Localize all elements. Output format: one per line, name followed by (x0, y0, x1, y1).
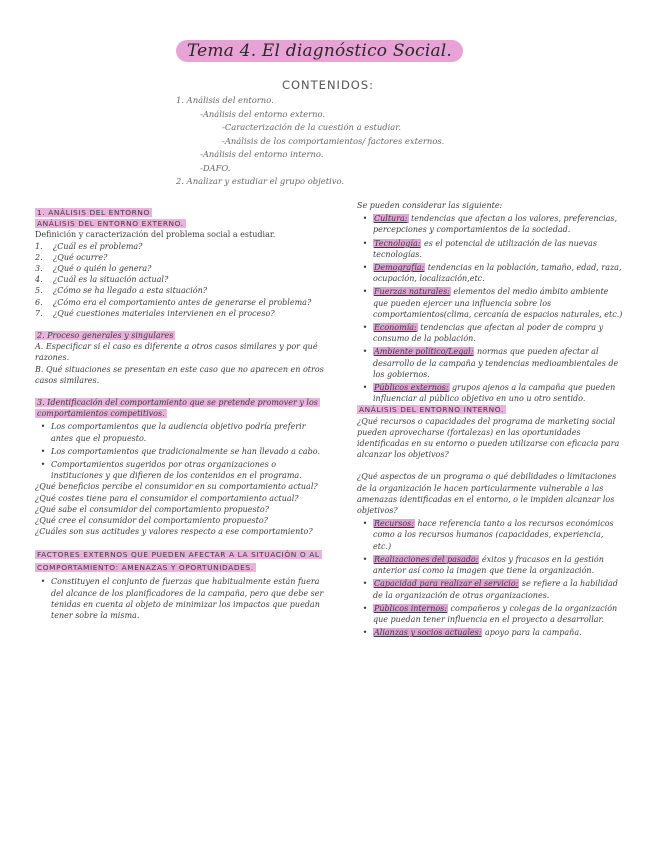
list-item: • Constituyen el conjunto de fuerzas que habitualmente están fuera del alcance de los planificadores de la campaña, pero que debe ser tenidas en cuenta al objeto de minimizar los impactos que puedan tener sobre la misma. (35, 576, 330, 621)
list-item: • Economía: tendencias que afectan al poder de compra y consumo de la población. (357, 322, 623, 344)
toc-item: -Análisis de los comportamientos/ factores externos. (222, 135, 445, 146)
list-item: • Demografía: tendencias en la población, tamaño, edad, raza, ocupación, localización,etc. (357, 262, 623, 284)
bullet-icon: • (40, 422, 46, 432)
bullet-icon: • (362, 323, 368, 333)
list-item: • Comportamientos sugeridos por otras organizaciones o instituciones y que difieren de los contenidos en el programa. (35, 459, 330, 481)
bullet-icon: • (362, 263, 368, 273)
bullet-icon: • (40, 446, 46, 456)
section-heading-comportamiento: 3. Identificación del comportamiento que se pretende promover y los comportamientos competitivos. (37, 398, 318, 419)
right-column (357, 200, 623, 638)
intro-text: Definición y caracterización del problema social a estudiar. (35, 230, 276, 240)
bullet-icon: • (362, 628, 368, 638)
list-item: • Tecnología: es el potencial de utilización de las nuevas tecnologías. (357, 238, 623, 260)
table-of-contents (176, 94, 444, 189)
bullet-icon: • (362, 238, 368, 248)
toc-item: -Análisis del entorno interno. (200, 149, 324, 159)
toc-item: -DAFO. (200, 162, 231, 173)
list-item: • Capacidad para realizar el servicio: se refiere a la habilidad de la organización de otras organizaciones. (357, 578, 623, 600)
list-item: • Realizaciones del pasado: éxitos y fracasos en la gestión anterior así como la imagen que tiene la organización. (357, 554, 623, 576)
list-item: • Fuerzas naturales: elementos del medio ámbito ambiente que pueden ejercer una influencia sobre los comportamientos(clima, cercanía de espacios naturales, etc.) (357, 286, 623, 320)
bullet-icon: • (362, 603, 368, 613)
list-item: B. Qué situaciones se presentan en este caso que no aparecen en otros casos similares. (35, 364, 324, 385)
list-item: • Cultura: tendencias que afectan a los valores, preferencias, percepciones y comportamientos de la sociedad. (357, 213, 623, 235)
intro-text: Se pueden considerar las siguiente: (357, 201, 503, 210)
section-heading-procesos: 2. Proceso generales y singulares (37, 331, 174, 341)
bullet-icon: • (362, 519, 368, 529)
paragraph: ¿Qué aspectos de un programa o qué debilidades o limitaciones de la organización le hacen particularmente vulnerable a las amenazas identificadas en el entorno, o le impiden alcanzar los objetivos? (357, 472, 617, 516)
questions-list (35, 241, 330, 319)
list-item: 6. ¿Cómo era el comportamiento antes de generarse el problema? (35, 297, 312, 307)
toc-item: -Análisis del entorno externo. (200, 108, 326, 119)
contents-heading: CONTENIDOS: (281, 78, 375, 92)
section-heading-factores: FACTORES EXTERNOS QUE PUEDEN AFECTAR A LA SITUACIÓN O AL COMPORTAMIENTO: AMENAZAS Y OPORTUNIDADES. (37, 550, 320, 573)
left-column (35, 207, 330, 621)
list-item: • Recursos: hace referencia tanto a los recursos económicos como a los recursos humanos (capacidades, experiencia, etc.) (357, 518, 623, 552)
list-item: 1. ¿Cuál es el problema? (35, 241, 143, 251)
toc-item: 1. Análisis del entorno. (176, 95, 274, 105)
bullet-icon: • (362, 214, 368, 224)
page-title: Tema 4. El diagnóstico Social. (176, 40, 463, 62)
list-item: • Los comportamientos que tradicionalmente se han llevado a cabo. (35, 446, 330, 457)
list-item: 4. ¿Cuál es la situación actual? (35, 275, 169, 285)
bullet-icon: • (362, 383, 368, 393)
list-item: A. Especificar si el caso es diferente a otros casos similares y por qué razones. (35, 342, 318, 363)
list-item: 3. ¿Qué o quién lo genera? (35, 264, 152, 274)
bullet-icon: • (362, 287, 368, 297)
toc-item: -Caracterización de la cuestión a estudiar. (222, 122, 402, 132)
list-item: 5. ¿Cómo se ha llegado a esta situación? (35, 286, 208, 296)
list-item: ¿Qué cree el consumidor del comportamiento propuesto? (35, 516, 268, 526)
list-item: 7. ¿Qué cuestiones materiales intervienen en el proceso? (35, 308, 275, 318)
list-item: • Públicos externos: grupos ajenos a la campaña que pueden influenciar al público objetivo en uno u otro sentido. (357, 382, 623, 404)
list-item: • Públicos internos: compañeros y colegas de la organización que puedan tener influencia en el proyecto a desarrollar. (357, 603, 623, 625)
bullet-icon: • (362, 347, 368, 357)
bullet-icon: • (40, 577, 46, 587)
list-item: 2. ¿Qué ocurre? (35, 252, 108, 262)
bullet-icon: • (40, 460, 46, 470)
list-item: ¿Qué sabe el consumidor del comportamiento propuesto? (35, 504, 269, 514)
section-heading-analisis: 1. ANÁLISIS DEL ENTORNO (37, 208, 150, 217)
paragraph: ¿Qué recursos o capacidades del programa de marketing social pueden aprovecharse (fortalezas) en las oportunidades identificadas en su entorno o pueden utilizarse con eficacia para alcanzar los objetivos? (357, 416, 620, 460)
list-item: • Alianzas y socios actuales: apoyo para la campaña. (357, 627, 623, 638)
section-heading-interno: ANÁLISIS DEL ENTORNO INTERNO. (359, 405, 504, 415)
list-item: • Ambiente político/Legal: normas que pueden afectar al desarrollo de la campaña y tendencias medioambientales de los gobiernos. (357, 346, 623, 380)
bullet-icon: • (362, 554, 368, 564)
list-item: ¿Qué costes tiene para el consumidor el comportamiento actual? (35, 493, 299, 503)
bullet-icon: • (362, 579, 368, 589)
section-heading-externo: ANÁLISIS DEL ENTORNO EXTERNO. (37, 219, 184, 229)
toc-item: 2. Analizar y estudiar el grupo objetivo. (176, 176, 345, 186)
list-item: ¿Cuáles son sus actitudes y valores respecto a ese comportamiento? (35, 527, 313, 537)
list-item: • Los comportamientos que la audiencia objetivo podría preferir antes que el propuesto. (35, 421, 330, 443)
list-item: ¿Qué beneficios percibe el consumidor en su comportamiento actual? (35, 482, 318, 492)
